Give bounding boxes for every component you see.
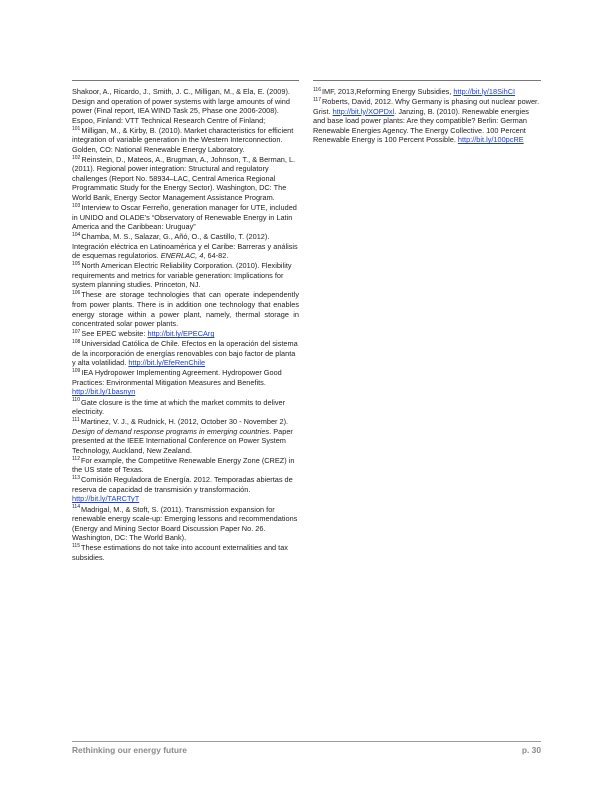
endnote-text: Comisión Reguladora de Energía. 2012. Temporadas abiertas de reserva de capacidad de transmisión y transformación.: [72, 475, 293, 494]
endnote-link[interactable]: http://bit.ly/XOPDxl: [332, 106, 395, 116]
endnote: [313, 87, 541, 97]
right-column-separator: [313, 80, 541, 81]
endnote-number: 106: [72, 290, 81, 297]
endnote-text: , 64-82.: [203, 251, 229, 261]
endnote: [72, 505, 299, 543]
endnote-text: Madrigal, M., & Stoft, S. (2011). Transmission expansion for renewable energy scale-up: Emerging lessons and recommendations (Energy and Mining Sector Board Discussion Paper No. 26. Washington, DC: The World Bank).: [72, 504, 298, 543]
endnote-text: Martinez, V. J., & Rudnick, H. (2012, October 30 - November 2).: [80, 417, 289, 427]
endnote-text: Interview to Oscar Ferreño, generation manager for UTE, included in UNIDO and OLADE’s “Observatory of Renewable Energy in Latin America and the Caribbean: Uruguay”: [72, 203, 297, 232]
endnote-link[interactable]: http://bit.ly/EfeRenChile: [128, 358, 206, 368]
endnote-link[interactable]: http://bit.ly/1basnyn: [72, 387, 136, 397]
endnote-number: 102: [72, 154, 81, 161]
endnote-text: Universidad Católica de Chile. Efectos en la operación del sistema de la incorporación de energías renovables con bajo factor de planta y alta volatilidad.: [72, 339, 298, 368]
endnote: [72, 339, 299, 368]
endnote-text: For example, the Competitive Renewable Energy Zone (CREZ) in the US state of Texas.: [72, 455, 295, 475]
endnote-link[interactable]: http://bit.ly/100pcRE: [457, 135, 524, 145]
endnote-number: 111: [72, 416, 80, 423]
endnote-number: 107: [72, 328, 81, 335]
endnote-number: 104: [72, 232, 81, 239]
endnote-text: IEA Hydropower Implementing Agreement. Hydropower Good Practices: Environmental Mitigation Measures and Benefits.: [72, 368, 282, 387]
endnote-italic-text: ENERLAC, 4: [160, 251, 204, 261]
endnote-text: Gate closure is the time at which the market commits to deliver electricity.: [72, 397, 286, 417]
endnote-text: Roberts, David, 2012. Why Germany is phasing out nuclear power. Grist.: [313, 97, 540, 116]
endnote-text: Shakoor, A., Ricardo, J., Smith, J. C., Milligan, M., & Ela, E. (2009). Design and operation of power systems with large amounts of wind power (Final report, IEA WIND Task 25, Phase one 2006-2008). Espoo, Finland: VTT Technical Research Centre of Finland;: [72, 87, 290, 125]
endnote-text: IMF, 2013,Reforming Energy Subsidies,: [321, 87, 454, 96]
endnote-text: . Janzing, B. (2010). Renewable energies and base load power plants: Are they compatible? Berlin: German Renewable Energies Agency. The Energy Collective. 100 Percent Renewable Energy is 100 Percent Possible.: [313, 106, 529, 145]
endnote-text: Reinstein, D., Mateos, A., Brugman, A., Johnson, T., & Berman, L. (2011). Regional power integration: Structural and regulatory challenges (Report No. 58934–LAC, Central America Regional Programmatic Study for the Energy Sector). Washington, DC: The World Bank, Energy Sector Management Assistance Program.: [72, 154, 296, 203]
endnote-number: 112: [72, 455, 80, 462]
endnote-number: 103: [72, 202, 81, 209]
endnote: [72, 543, 299, 562]
endnote: [72, 290, 299, 328]
left-column-separator: [72, 80, 299, 81]
endnote: [72, 417, 299, 455]
endnote: [72, 155, 299, 203]
endnote: [313, 97, 541, 145]
endnote-number: 109: [72, 368, 81, 375]
endnote-text: Chamba, M. S., Salazar, G., Añó, O., & Castillo, T. (2012). Integración eléctrica en Latinoamérica y el Caribe: Barreras y análisis de esquemas regulatorios.: [72, 232, 298, 261]
footer-document-title: Rethinking our energy future: [72, 745, 187, 755]
endnote-number: 116: [313, 86, 321, 93]
endnote-text: Milligan, M., & Kirby, B. (2010). Market characteristics for efficient integration of variable generation in the Western Interconnection. Golden, CO: National Renewable Energy Laboratory.: [72, 125, 294, 154]
right-endnotes-column: [313, 87, 541, 145]
endnote-number: 114: [72, 504, 80, 511]
endnote-link[interactable]: http://bit.ly/18SihCI: [453, 87, 516, 96]
endnote: [72, 456, 299, 475]
footer-separator: [72, 741, 541, 742]
endnote-link[interactable]: http://bit.ly/EPECArg: [147, 329, 215, 339]
endnote: [72, 87, 299, 125]
endnote-text: These are storage technologies that can operate independently from power plants. There is in addition one technology that enables energy storage within a power plant, namely, thermal storage in concentrated solar power plants.: [72, 290, 299, 329]
endnote-number: 115: [72, 543, 80, 550]
endnote-number: 113: [72, 475, 80, 482]
endnote-italic-text: Design of demand response programs in emerging countries: [72, 426, 270, 436]
left-endnotes-column: [72, 87, 299, 563]
endnote: [72, 398, 299, 417]
endnote-number: 110: [72, 397, 80, 404]
endnote-text: North American Electric Reliability Corporation. (2010). Flexibility requirements and metrics for variable generation: Implications for system planning studies. Princeton, NJ.: [72, 261, 292, 290]
endnote: [72, 329, 299, 339]
endnote-number: 101: [72, 125, 81, 132]
endnote-link[interactable]: http://bit.ly/TARCTyT: [72, 494, 140, 504]
endnote: [72, 126, 299, 155]
endnote-number: 117: [313, 96, 321, 103]
endnote-text: These estimations do not take into account externalities and tax subsidies.: [72, 543, 288, 562]
endnote-number: 105: [72, 261, 81, 268]
endnote: [72, 368, 299, 397]
endnote-text: . Paper presented at the IEEE International Conference on Power System Technology, Auckland, New Zealand.: [72, 426, 293, 455]
endnote: [72, 203, 299, 232]
endnote: [72, 475, 299, 504]
endnote-text: See EPEC website:: [81, 329, 148, 339]
footer-page-number: p. 30: [521, 745, 541, 755]
endnote: [72, 232, 299, 261]
endnote: [72, 261, 299, 290]
endnote-number: 108: [72, 339, 81, 346]
